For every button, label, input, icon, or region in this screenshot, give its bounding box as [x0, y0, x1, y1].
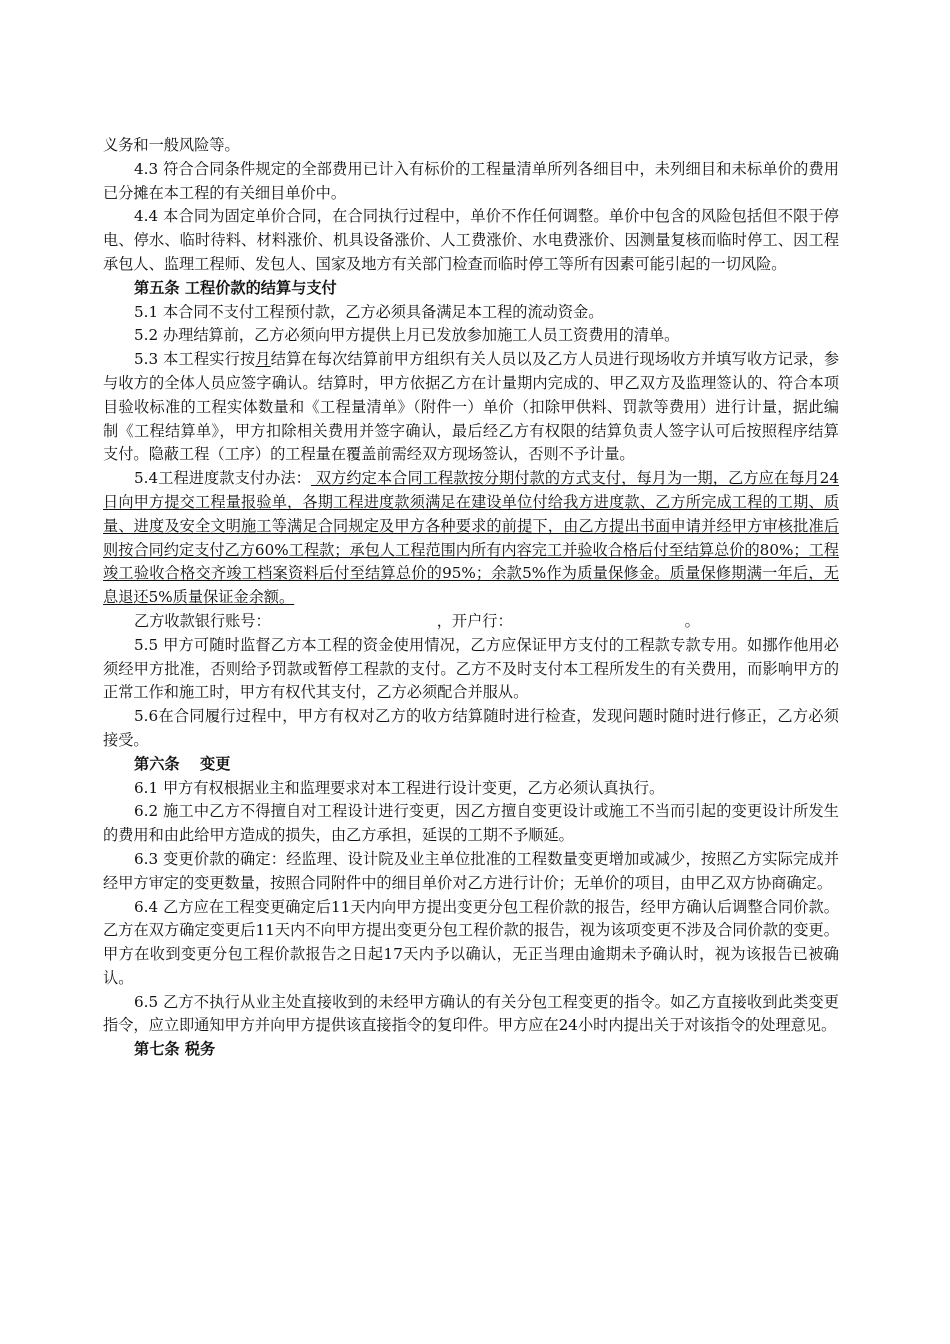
article-7-heading: 第七条 税务: [134, 1040, 216, 1059]
clause-4-4: 4.4 本合同为固定单价合同，在合同执行过程中，单价不作任何调整。单价中包含的风险包括但不限于停电、停水、临时待料、材料涨价、机具设备涨价、人工费涨价、水电费涨价、因测量复核而临时停工、因工程承包人、监理工程师、发包人、国家及地方有关部门检查而临时停工等所有因素可能引起的一切风险。: [103, 207, 839, 273]
document-page: [103, 134, 839, 1062]
clause-6-3: 6.3 变更价款的确定：经监理、设计院及业主单位批准的工程数量变更增加或减少，按照乙方实际完成并经甲方审定的变更数量，按照合同附件中的细目单价对乙方进行计价；无单价的项目，由甲乙双方协商确定。: [103, 849, 839, 892]
clause-5-4-lead: 5.4工程进度款支付办法：: [134, 469, 311, 488]
clause-5-1: 5.1 本合同不支付工程预付款，乙方必须具备满足本工程的流动资金。: [134, 302, 604, 321]
clause-4-3: 4.3 符合合同条件规定的全部费用已计入有标价的工程量清单所列各细目中，未列细目和未标单价的费用已分摊在本工程的有关细目单价中。: [103, 159, 839, 202]
clause-5-3: [103, 348, 839, 467]
clause-6-2: 6.2 施工中乙方不得擅自对工程设计进行变更，因乙方擅自变更设计或施工不当而引起的变更设计所发生的费用和由此给甲方造成的损失，由乙方承担，延误的工期不予顺延。: [103, 802, 839, 845]
clause-6-4: 6.4 乙方应在工程变更确定后11天内向甲方提出变更分包工程价款的报告，经甲方确认后调整合同价款。乙方在双方确定变更后11天内不向甲方提出变更分包工程价款的报告，视为该项变更不涉及合同价款的变更。甲方在收到变更分包工程价款报告之日起17天内予以确认，无正当理由逾期未予确认时，视为该报告已被确认。: [103, 897, 839, 987]
clause-5-2: 5.2 办理结算前，乙方必须向甲方提供上月已发放参加施工人员工资费用的清单。: [134, 326, 680, 345]
clause-6-5: 6.5 乙方不执行从业主处直接收到的未经甲方确认的有关分包工程变更的指令。如乙方直接收到此类变更指令，应立即通知甲方并向甲方提供该直接指令的复印件。甲方应在24小时内提出关于对该指令的处理意见。: [103, 992, 839, 1035]
clause-5-3-body: 结算在每次结算前甲方组织有关人员以及乙方人员进行现场收方并填写收方记录，参与收方的全体人员应签字确认。结算时，甲方依据乙方在计量期内完成的、甲乙双方及监理签认的、符合本项目验收标准的工程实体数量和《工程量清单》（附件一）单价（扣除甲供料、罚款等费用）进行计量，据此编制《工程结算单》，甲方扣除相关费用并签字确认，最后经乙方有权限的结算负责人签字认可后按照程序结算支付。隐蔽工程（工序）的工程量在覆盖前需经双方现场签认，否则不予计量。: [103, 350, 840, 464]
bank-account-line: [103, 610, 839, 634]
article-5-heading: 第五条 工程价款的结算与支付: [134, 278, 337, 297]
clause-5-5: 5.5 甲方可随时监督乙方本工程的资金使用情况，乙方应保证甲方支付的工程款专款专用。如挪作他用必须经甲方批准，否则给予罚款或暂停工程款的支付。乙方不及时支付本工程所发生的有关费用，而影响甲方的正常工作和施工时，甲方有权代其支付，乙方必须配合并服从。: [103, 635, 839, 702]
bank-open-label: ，开户行：: [436, 611, 513, 630]
clause-6-1: 6.1 甲方有权根据业主和监理要求对本工程进行设计变更，乙方必须认真执行。: [134, 778, 665, 797]
clause-5-3-period: 月: [255, 350, 271, 369]
clause-5-4-body: 双方约定本合同工程款按分期付款的方式支付，每月为一期，乙方应在每月24日向甲方提交工程量报验单，各期工程进度款须满足在建设单位付给我方进度款、乙方所完成工程的工期、质量、进度及安全文明施工等满足合同规定及甲方各种要求的前提下，由乙方提出书面申请并经甲方审核批准后则按合同约定支付乙方60%工程款；承包人工程范围内所有内容完工并验收合格后付至结算总价的80%；工程竣工验收合格交齐竣工档案资料后付至结算总价的95%；余款5%作为质量保修金。质量保修期满一年后，无息退还5%质量保证金余额。: [103, 469, 840, 607]
bank-account-label: 乙方收款银行账号：: [134, 611, 271, 630]
article-6-heading: 第六条 变更: [134, 754, 231, 773]
paragraph-continuation: 义务和一般风险等。: [103, 136, 240, 154]
clause-5-6: 5.6在合同履行过程中，甲方有权对乙方的收方结算随时进行检查，发现问题时随时进行修正，乙方必须接受。: [103, 707, 839, 749]
clause-5-3-lead: 5.3 本工程实行按: [134, 350, 256, 369]
bank-line-end: 。: [684, 611, 700, 630]
clause-5-4: [103, 467, 839, 610]
